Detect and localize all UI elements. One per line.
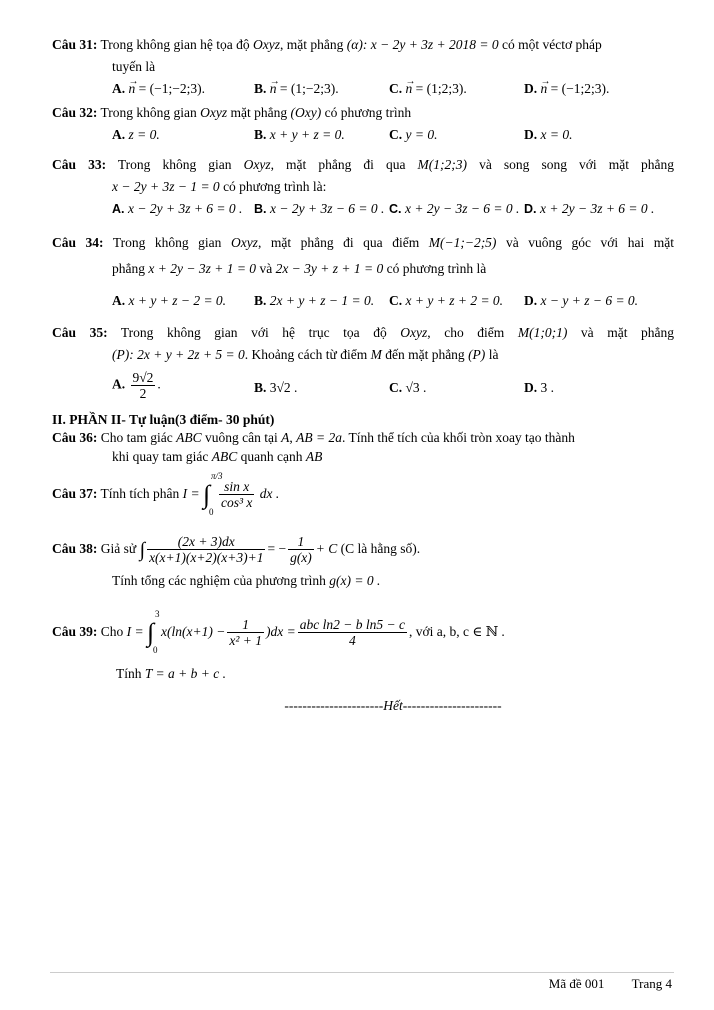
question-38: Câu 38: Giả sử ∫ $\frac{(2x + 3)dx}{x(x+1)(x+2)(x+3)+1}$ = − $\frac{1}{g(x)}$ + C (C là hằng số). Tính tổng các nghiệm của phương trình g(x) = 0 . xyxy=(52,534,421,588)
part2-heading: II. PHẦN II- Tự luận(3 điểm- 30 phút) xyxy=(52,412,275,427)
footer xyxy=(525,976,672,992)
question-31: Câu 31: Trong không gian hệ tọa độ Oxyz, mặt phẳng (α): x − 2y + 3z + 2018 = 0 có một véctơ pháp tuyến là A. → n = (−1;−2;3). B. → n = (1;−2;3). C. → n = (1;2;3). D. → n = (−1;2;3). xyxy=(52,34,674,100)
answer-options xyxy=(52,124,674,146)
question-32: Câu 32: Trong không gian Oxyz mặt phẳng (Oxy) có phương trình A. z = 0. B. x + y + z = 0. C. y = 0. D. x = 0. xyxy=(52,102,674,146)
option-b[interactable]: B. x − 2y + 3z − 6 = 0 . xyxy=(254,201,385,216)
integral-sign: ∫ 3 0 xyxy=(147,608,160,655)
end-marker: ----------------------Hết---------------------- xyxy=(284,698,502,713)
question-34: Câu 34: Trong không gian Oxyz, mặt phẳng đi qua điểm M(−1;−2;5) và vuông góc với hai mặt phẳng x + 2y − 3z + 1 = 0 và 2x − 3y + z + 1 = 0 có phương trình là A. x + y + z − 2 = 0. B. 2x + y + z − 1 = 0. C. x + y + z + 2 = 0. D. x − y + z − 6 = 0. xyxy=(52,232,674,312)
integral-sign: ∫ π/3 0 xyxy=(203,470,223,517)
option-a[interactable]: A. z = 0. xyxy=(112,127,160,142)
question-35: Câu 35: Trong không gian với hệ trục tọa độ Oxyz, cho điểm M(1;0;1) và mặt phẳng (P): 2x + y + 2z + 5 = 0. Khoảng cách từ điểm M đến mặt phẳng (P) là A. $\frac{9√2}{2}$ . B. 3√2 . C. √3 . D. 3 . xyxy=(52,322,674,408)
option-d[interactable]: D. x − y + z − 6 = 0. xyxy=(524,293,639,308)
option-a[interactable]: A. x − 2y + 3z + 6 = 0 . xyxy=(112,201,243,216)
option-d[interactable]: D. 3 . xyxy=(524,380,554,395)
exam-code: Mã đề 001 xyxy=(548,976,605,991)
answer-options xyxy=(52,78,674,100)
option-b[interactable]: B. x + y + z = 0. xyxy=(254,127,345,142)
option-c[interactable]: C. √3 . xyxy=(389,380,427,395)
answer-options xyxy=(52,290,674,312)
option-c[interactable]: C. x + 2y − 3z − 6 = 0 . xyxy=(389,201,520,216)
question-36: Câu 36: Cho tam giác ABC vuông cân tại A, AB = 2a. Tính thể tích của khối tròn xoay tạo thành khi quay tam giác ABC quanh cạnh AB xyxy=(52,430,575,464)
page-number: Trang 4 xyxy=(631,976,672,991)
option-b[interactable]: B. → n = (1;−2;3). xyxy=(254,78,339,100)
option-a[interactable]: A. $\frac{9√2}{2}$ . xyxy=(112,370,161,401)
question-label: Câu 31: xyxy=(52,37,98,52)
option-d[interactable]: D. → n = (−1;2;3). xyxy=(524,78,609,100)
option-c[interactable]: C. x + y + z + 2 = 0. xyxy=(389,293,504,308)
option-c[interactable]: C. → n = (1;2;3). xyxy=(389,78,467,100)
option-d[interactable]: D. x = 0. xyxy=(524,127,573,142)
answer-options xyxy=(52,368,674,408)
option-c[interactable]: C. y = 0. xyxy=(389,127,438,142)
option-b[interactable]: B. 2x + y + z − 1 = 0. xyxy=(254,293,375,308)
answer-options xyxy=(52,198,674,220)
footer-divider xyxy=(50,972,674,973)
question-39: Câu 39: Cho I = ∫ 3 0 x(ln(x+1) − $\frac{1}{\text{x² + 1}}$ )dx = $\frac{\text{abc ln2 − b ln5 − c}}{4}$ , với a, b, c ∈ ℕ . Tính T = a + b + c . xyxy=(52,608,505,681)
option-d[interactable]: D. x + 2y − 3z + 6 = 0 . xyxy=(524,201,655,216)
question-37: Câu 37: Tính tích phân I = ∫ π/3 0 $\frac{\text{sin x}}{\text{cos³ x}}$ dx . xyxy=(52,470,280,517)
option-a[interactable]: A. x + y + z − 2 = 0. xyxy=(112,293,227,308)
option-a[interactable]: A. → n = (−1;−2;3). xyxy=(112,78,205,100)
option-b[interactable]: B. 3√2 . xyxy=(254,380,298,395)
question-33: Câu 33: Trong không gian Oxyz, mặt phẳng đi qua M(1;2;3) và song song với mặt phẳng x − 2y + 3z − 1 = 0 có phương trình là: A. x − 2y + 3z + 6 = 0 . B. x − 2y + 3z − 6 = 0 . C. x + 2y − 3z − 6 = 0 . D. x + 2y − 3z + 6 = 0 . xyxy=(52,154,674,220)
